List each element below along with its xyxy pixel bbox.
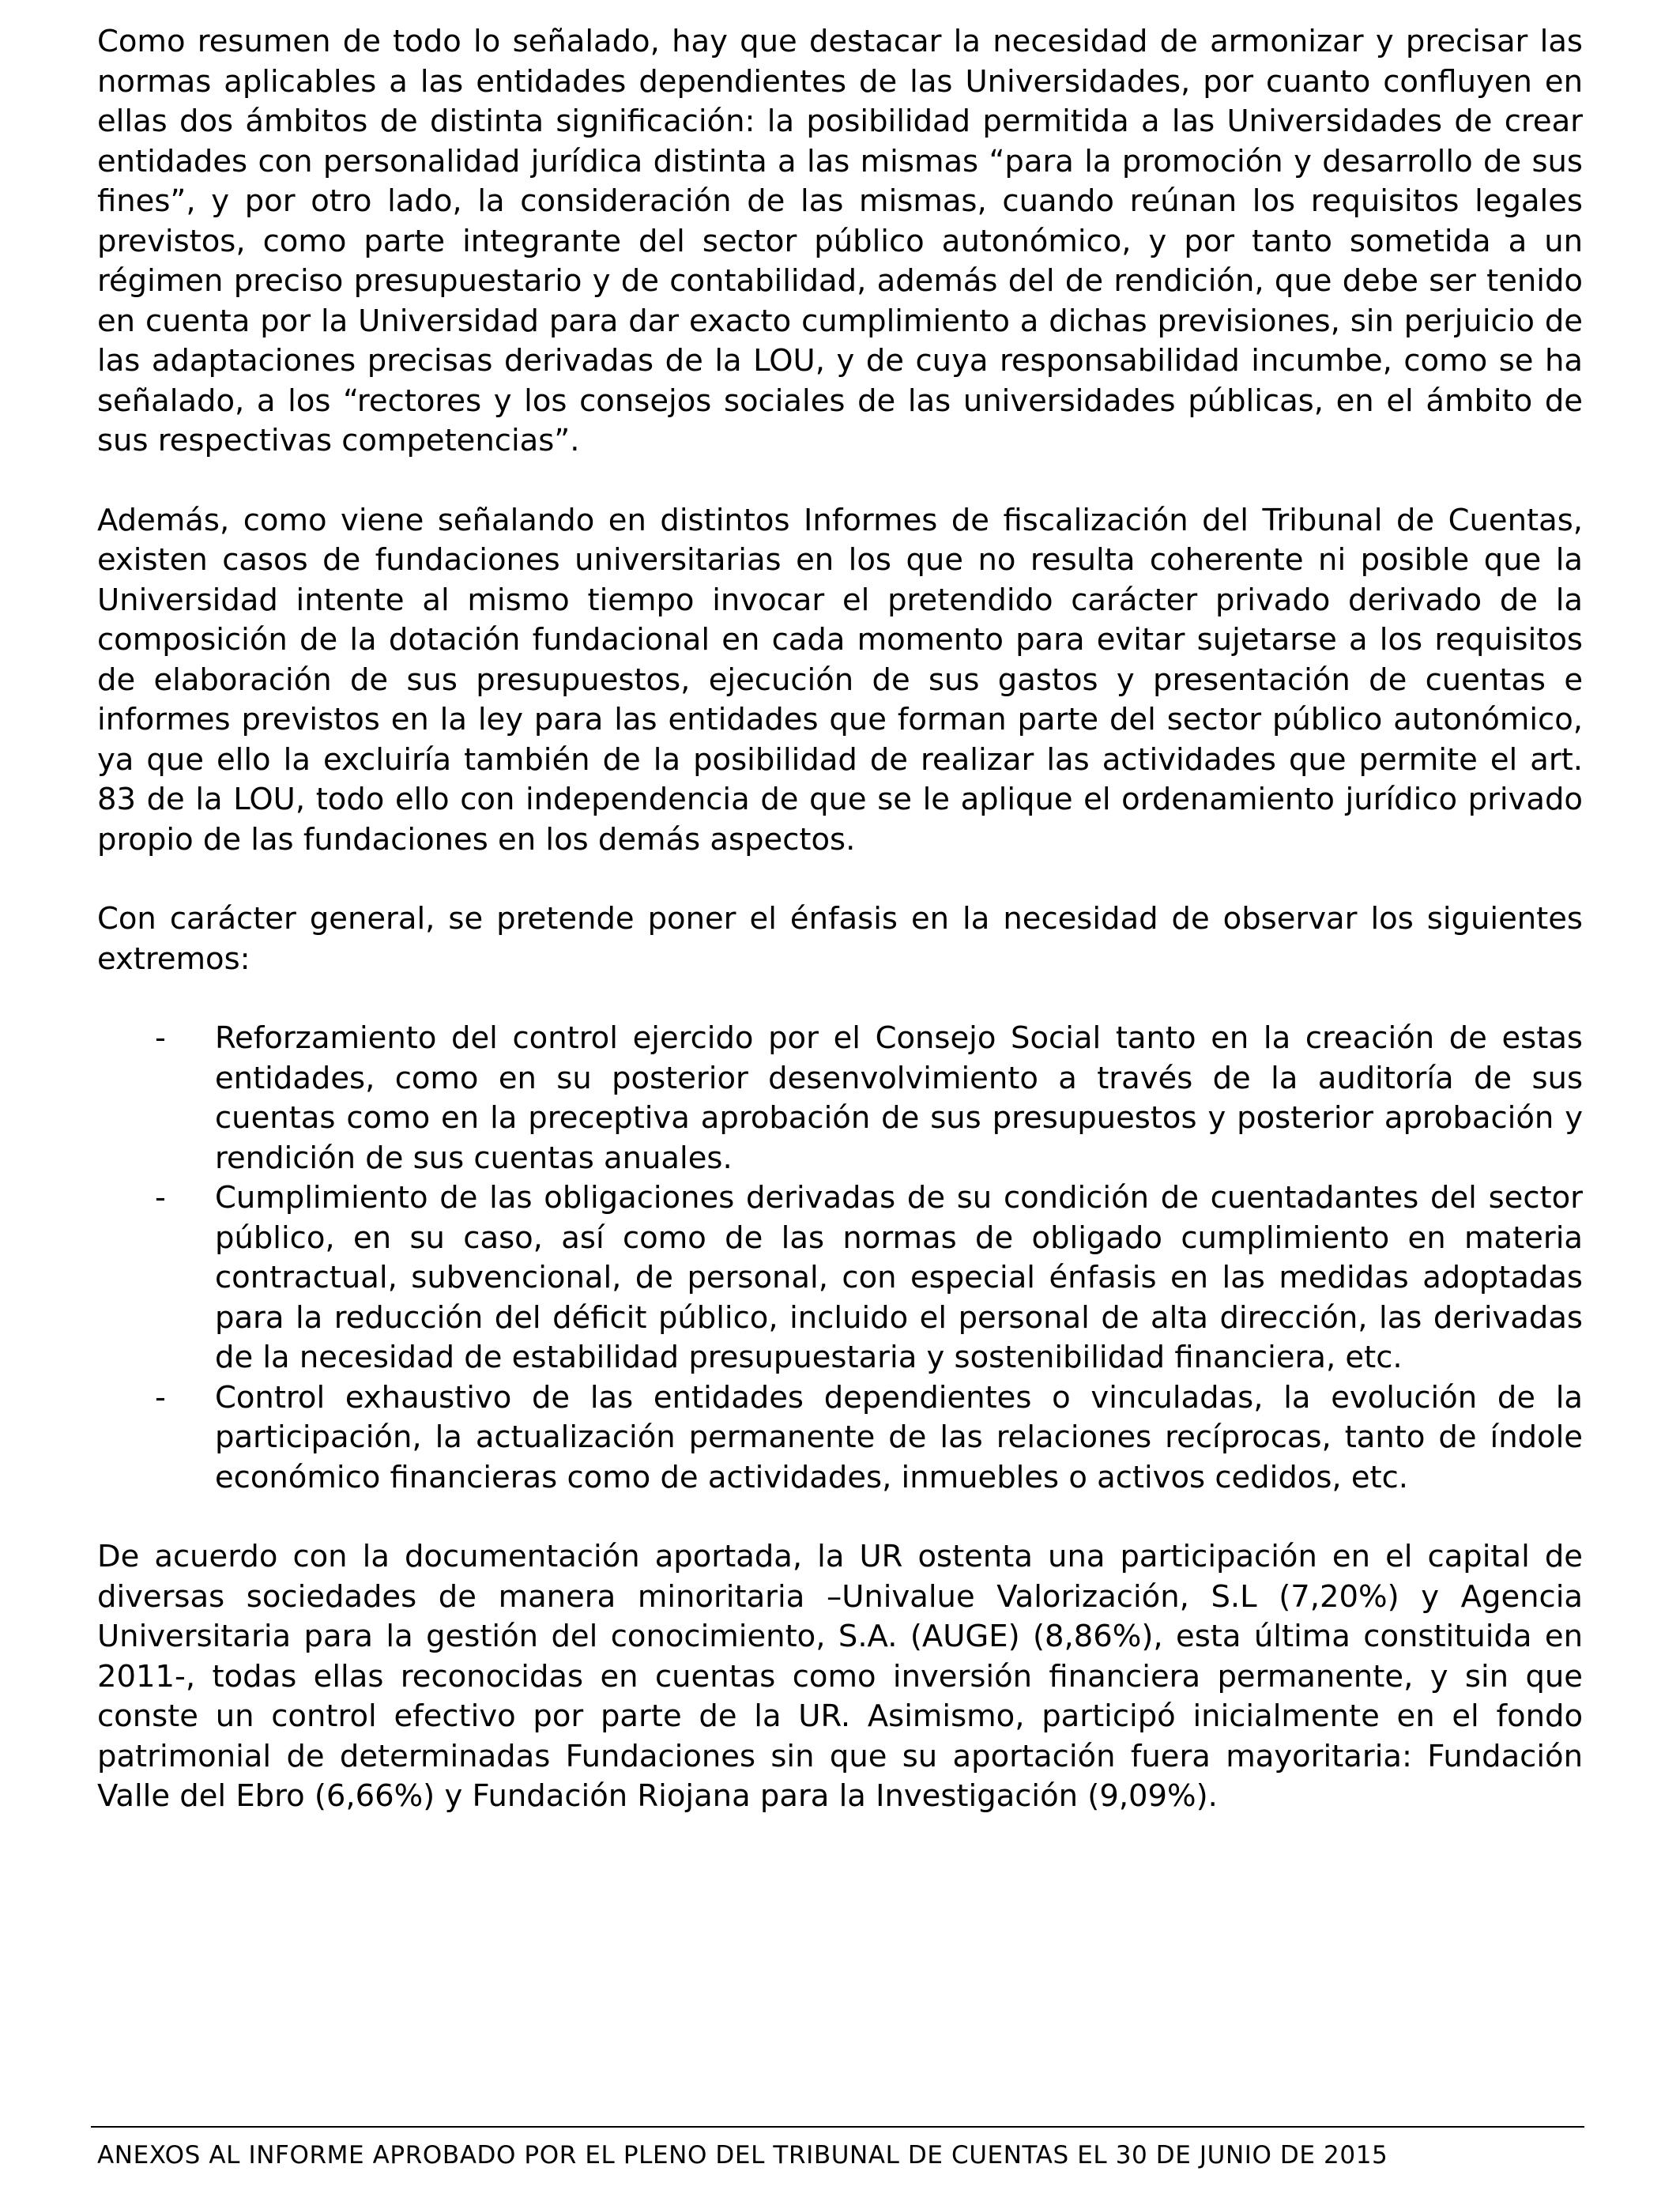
list-item-text: Reforzamiento del control ejercido por el Consejo Social tanto en la creación de estas entidades, como en su posterior desenvolvimiento a través de la auditoría de sus cuentas como en la preceptiva aprobación de sus presupuestos y posterior aprobación y rendición de sus cuentas anuales. bbox=[215, 1020, 1583, 1176]
list-item-text: Control exhaustivo de las entidades dependientes o vinculadas, la evolución de la participación, la actualización permanente de las relaciones recíprocas, tanto de índole económico financieras como de actividades, inmuebles o activos cedidos, etc. bbox=[215, 1379, 1583, 1495]
paragraph-general: Con carácter general, se pretende poner el énfasis en la necesidad de observar los siguientes extremos: bbox=[97, 901, 1583, 977]
paragraph-summary: Como resumen de todo lo señalado, hay que destacar la necesidad de armonizar y precisar las normas aplicables a las entidades dependientes de las Universidades, por cuanto confluyen en ellas dos ámbitos de distinta significación: la posibilidad permitida a las Universidades de crear entidades con personalidad jurídica distinta a las mismas “para la promoción y desarrollo de sus fines”, y por otro lado, la consideración de las mismas, cuando reúnan los requisitos legales previstos, como parte integrante del sector público autonómico, y por tanto sometida a un régimen preciso presupuestario y de contabilidad, además del de rendición, que debe ser tenido en cuenta por la Universidad para dar exacto cumplimiento a dichas previsiones, sin perjuicio de las adaptaciones precisas derivadas de la LOU, y de cuya responsabilidad incumbe, como se ha señalado, a los “rectores y los consejos sociales de las universidades públicas, en el ámbito de sus respectivas competencias”. bbox=[97, 24, 1583, 458]
page-footer: ANEXOS AL INFORME APROBADO POR EL PLENO DEL TRIBUNAL DE CUENTAS EL 30 DE JUNIO DE 2015 bbox=[97, 2141, 1388, 2169]
list-item bbox=[97, 1019, 1583, 1178]
paragraph-participaciones: De acuerdo con la documentación aportada, la UR ostenta una participación en el capital de diversas sociedades de manera minoritaria –Univalue Valorización, S.L (7,20%) y Agencia Universitaria para la gestión del conocimiento, S.A. (AUGE) (8,86%), esta última constituida en 2011-, todas ellas reconocidas en cuentas como inversión financiera permanente, y sin que conste un control efectivo por parte de la UR. Asimismo, participó inicialmente en el fondo patrimonial de determinadas Fundaciones sin que su aportación fuera mayoritaria: Fundación Valle del Ebro (6,66%) y Fundación Riojana para la Investigación (9,09%). bbox=[97, 1539, 1583, 1814]
footer-divider bbox=[91, 2126, 1584, 2128]
extremos-list bbox=[97, 1019, 1583, 1498]
list-item bbox=[97, 1178, 1583, 1378]
list-dash: - bbox=[155, 1180, 166, 1216]
list-item-text: Cumplimiento de las obligaciones derivadas de su condición de cuentadantes del sector público, en su caso, así como de las normas de obligado cumplimiento en materia contractual, subvencional, de personal, con especial énfasis en las medidas adoptadas para la reducción del déficit público, incluido el personal de alta dirección, las derivadas de la necesidad de estabilidad presupuestaria y sostenibilidad financiera, etc. bbox=[215, 1180, 1583, 1375]
list-dash: - bbox=[155, 1379, 166, 1416]
list-item bbox=[97, 1378, 1583, 1498]
document-body bbox=[97, 22, 1583, 1817]
paragraph-fundaciones: Además, como viene señalando en distintos Informes de fiscalización del Tribunal de Cuentas, existen casos de fundaciones universitarias en los que no resulta coherente ni posible que la Universidad intente al mismo tiempo invocar el pretendido carácter privado derivado de la composición de la dotación fundacional en cada momento para evitar sujetarse a los requisitos de elaboración de sus presupuestos, ejecución de sus gastos y presentación de cuentas e informes previstos en la ley para las entidades que forman parte del sector público autonómico, ya que ello la excluiría también de la posibilidad de realizar las actividades que permite el art. 83 de la LOU, todo ello con independencia de que se le aplique el ordenamiento jurídico privado propio de las fundaciones en los demás aspectos. bbox=[97, 502, 1583, 858]
list-dash: - bbox=[155, 1020, 166, 1056]
